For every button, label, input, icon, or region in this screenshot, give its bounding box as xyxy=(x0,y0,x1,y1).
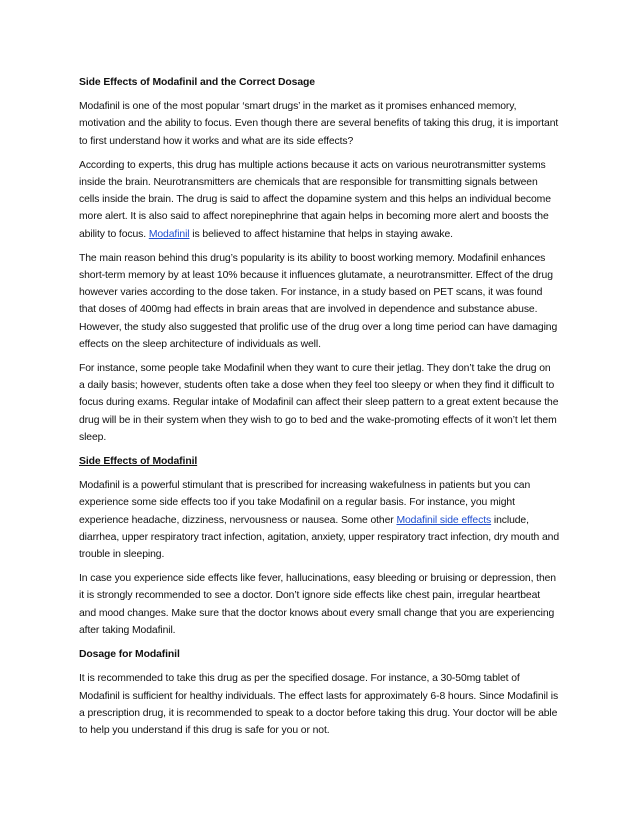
side-effects-paragraph-2: In case you experience side effects like fever, hallucinations, easy bleeding or bruising or depression, then it is strongly recommended to see a doctor. Don’t ignore side effects like chest pain, irregular heartbeat and mood changes. Make sure that the doctor knows about every small change that you are experiencing after taking Modafinil. xyxy=(79,573,556,636)
dosage-paragraph-1: It is recommended to take this drug as per the specified dosage. For instance, a 30-50mg tablet of Modafinil is sufficient for healthy individuals. The effect lasts for approximately 6-8 hours. Since Modafinil is a prescription drug, it is recommended to speak to a doctor before taking this drug. Your doctor will be able to help you understand if this drug is safe for you or not. xyxy=(79,673,559,736)
side-effects-paragraph-1 xyxy=(79,477,559,563)
side-effects-paragraph-1-text-a: Modafinil is a powerful stimulant that is prescribed for increasing wakefulness in patients but you can experience some side effects too if you take Modafinil on a regular basis. For instance, you might experience headache, dizziness, nervousness or nausea. Some other xyxy=(79,480,531,526)
intro-paragraph-2 xyxy=(79,157,559,243)
modafinil-link[interactable]: Modafinil xyxy=(148,228,190,240)
document-page xyxy=(79,74,559,746)
intro-paragraph-2-text-a: According to experts, this drug has multiple actions because it acts on various neurotransmitter systems inside the brain. Neurotransmitters are chemicals that are responsible for transmitting signals between cells inside the brain. The drug is said to affect the dopamine system and this helps an individual become more alert. It is also said to affect norepinephrine that again helps in becoming more alert and boosts the ability to focus. xyxy=(79,159,551,240)
side-effects-heading: Side Effects of Modafinil xyxy=(79,456,198,468)
modafinil-side-effects-link[interactable]: Modafinil side effects xyxy=(396,514,492,526)
side-effects-paragraph-1-text-b: include, diarrhea, upper respiratory tract infection, agitation, anxiety, upper respiratory tract infection, dry mouth and trouble in sleeping. xyxy=(79,514,560,561)
document-title: Side Effects of Modafinil and the Correct Dosage xyxy=(79,77,315,88)
intro-paragraph-2-text-b: is believed to affect histamine that helps in staying awake. xyxy=(189,228,453,240)
dosage-heading: Dosage for Modafinil xyxy=(79,649,180,661)
intro-paragraph-3: The main reason behind this drug’s popularity is its ability to boost working memory. Modafinil enhances short-term memory by at least 10% because it influences glutamate, a neurotransmitter. Effect of the drug however varies according to the dose taken. For instance, in a study based on PET scans, it was found that doses of 400mg had effects in brain areas that are involved in dependence and substance abuse. However, the study also suggested that prolific use of the drug over a long time period can have damaging effects on the sleep architecture of individuals as well. xyxy=(79,252,558,350)
intro-paragraph-1: Modafinil is one of the most popular ‘smart drugs’ in the market as it promises enhanced memory, motivation and the ability to focus. Even though there are several benefits of taking this drug, it is important to first understand how it works and what are its side effects? xyxy=(79,101,559,147)
intro-paragraph-4: For instance, some people take Modafinil when they want to cure their jetlag. They don’t take the drug on a daily basis; however, students often take a dose when they feel too sleepy or when they find it difficult to focus during exams. Regular intake of Modafinil can affect their sleep pattern to a great extent because the drug will be in their system when they wish to go to bed and the wake-promoting effects of it won’t let them sleep. xyxy=(79,363,559,443)
